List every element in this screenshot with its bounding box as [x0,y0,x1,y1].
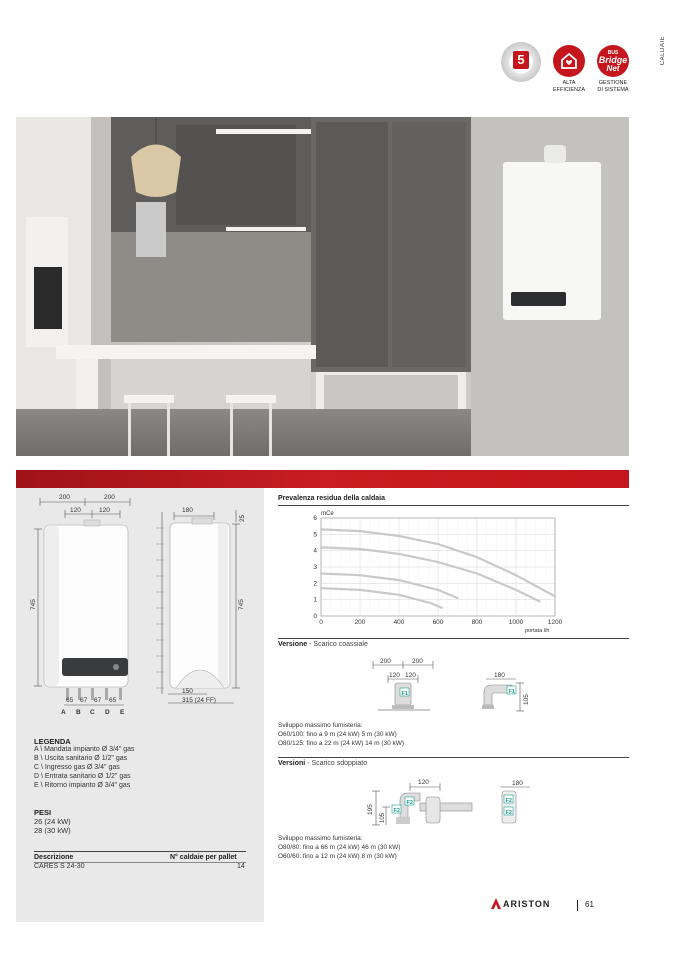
y-axis-label: mCe [321,511,334,517]
high-efficiency-badge [553,45,585,77]
coassiale-rule [278,638,629,639]
side-dim-top: 180 [182,507,193,514]
legend-item-e: E \ Ritorno impianto Ø 3/4" gas [34,782,131,789]
sdoppiato-note-3: O60/60: fino a 12 m (24 kW) 8 m (30 kW) [278,853,397,860]
chart-title-rule [278,505,629,506]
y-tick-label: 5 [313,531,317,539]
y-tick-label: 2 [313,580,317,588]
side-view-drawing [152,502,252,710]
coax-dim-inner-right: 120 [405,672,416,679]
connection-e: E [120,709,125,716]
split-dim-left-2: 105 [380,812,386,823]
x-tick-label: 200 [354,619,366,626]
front-dim-bottom-4: 65 [109,697,117,704]
coassiale-title-strong: Versione [278,641,308,648]
table-header-description: Descrizione [34,854,74,861]
table-top-rule [34,851,246,852]
coax-side-f1-label: F1 [508,689,515,695]
front-dim-top-right: 200 [104,494,115,501]
y-tick-label: 4 [313,547,317,555]
split-side-f2-label: F2 [505,798,512,804]
bridgenet-badge [597,45,629,77]
split-flue-drawing [360,775,540,830]
connection-b: B [76,709,81,716]
guarantee-badge [501,42,541,82]
sdoppiato-note-2: O80/80: fino a 66 m (24 kW) 46 m (30 kW) [278,844,401,851]
legend-title: LEGENDA [34,737,71,746]
bridgenet-top: BUS [607,50,619,56]
coassiale-note-2: O60/100: fino a 9 m (24 kW) 5 m (30 kW) [278,731,397,738]
sdoppiato-title-strong: Versioni [278,760,306,767]
x-tick-label: 600 [432,619,444,626]
front-view-drawing [26,492,164,720]
coax-dim-inner-left: 120 [389,672,400,679]
bridgenet-bottom: Net [606,64,620,73]
page-number: 61 [585,900,594,909]
coassiale-subtitle: - Scarico coassiale [307,641,368,648]
kitchen-photo [16,117,629,456]
split-dim-top: 120 [418,779,429,786]
split-side-dim-top: 180 [512,780,523,787]
coax-f1-label: F1 [401,691,408,697]
connection-d: D [105,709,110,716]
x-tick-label: 1200 [547,619,563,626]
weight-30kw: 28 (30 kW) [34,826,71,835]
bridgenet-caption-2: DI SISTEMA [597,86,629,93]
x-tick-label: 1000 [508,619,524,626]
legend-item-b: B \ Uscita sanitario Ø 1/2" gas [34,755,128,762]
coassiale-title [278,641,368,648]
front-dim-inner-left: 120 [70,507,81,514]
side-dim-bottom-2: 315 (24 FF) [182,697,216,704]
table-cell-pallet-count: 14 [237,863,245,870]
coax-side-dim-right: 105 [523,694,530,705]
connection-c: C [90,709,95,716]
sdoppiato-subtitle: - Scarico sdoppiato [305,760,368,767]
coassiale-note-1: Sviluppo massimo fumisteria: [278,722,363,729]
coax-dim-top-left: 200 [380,658,391,665]
sdoppiato-title [278,760,367,767]
y-tick-label: 1 [313,596,317,604]
side-dim-height: 745 [238,599,245,610]
front-dim-inner-right: 120 [99,507,110,514]
front-dim-bottom-1: 65 [66,697,74,704]
y-tick-label: 0 [313,613,317,620]
front-dim-height: 745 [30,599,37,610]
x-tick-label: 0 [319,619,323,626]
split-side-f2-label-2: F2 [505,810,512,816]
table-header-pallet: N° caldaie per pallet [170,854,237,861]
split-f2-label: F2 [406,800,413,806]
guarantee-number: 5 [513,51,529,69]
section-divider-band [16,470,629,488]
coax-side-dim-top: 180 [494,672,505,679]
brand-logo: ARISTON [503,899,551,909]
weight-24kw: 26 (24 kW) [34,817,71,826]
coaxial-flue-drawing [368,655,538,717]
coassiale-note-3: O80/125: fino a 22 m (24 kW) 14 m (30 kW) [278,740,405,747]
x-tick-label: 400 [393,619,405,626]
front-dim-bottom-2: 67 [80,697,88,704]
y-tick-label: 3 [313,564,317,571]
x-axis-label: portata l/h [525,628,550,634]
table-cell-model: CARES S 24-30 [34,863,85,870]
footer-separator [577,900,578,911]
legend-item-d: D \ Entrata sanitario Ø 1/2" gas [34,773,131,780]
sdoppiato-rule [278,757,629,758]
legend-item-c: C \ Ingresso gas Ø 3/4" gas [34,764,120,771]
front-dim-bottom-3: 67 [94,697,102,704]
y-tick-label: 6 [313,515,317,522]
pump-head-chart [278,508,578,636]
legend-item-a: A \ Mandata impianto Ø 3/4" gas [34,746,135,753]
split-f2-label-2: F2 [393,808,400,814]
coax-dim-top-right: 200 [412,658,423,665]
side-dim-right-top: 25 [239,514,246,522]
house-icon [553,45,585,77]
split-dim-left: 195 [367,804,374,815]
efficiency-caption-2: EFFICIENZA [552,86,586,93]
ariston-logo-icon [491,898,501,909]
section-tab: CALDAIE [660,36,666,66]
chart-title: Prevalenza residua della caldaia [278,495,386,502]
side-dim-bottom-1: 150 [182,688,193,695]
x-tick-label: 800 [471,619,483,626]
efficiency-caption-1: ALTA [562,80,576,86]
front-dim-top-left: 200 [59,494,70,501]
connection-a: A [61,709,66,716]
bridgenet-caption-1: GESTIONE [598,80,628,86]
bridgenet-mid: Bridge [598,55,628,65]
sdoppiato-note-1: Sviluppo massimo fumisteria: [278,835,363,842]
weights-title: PESI [34,808,52,817]
